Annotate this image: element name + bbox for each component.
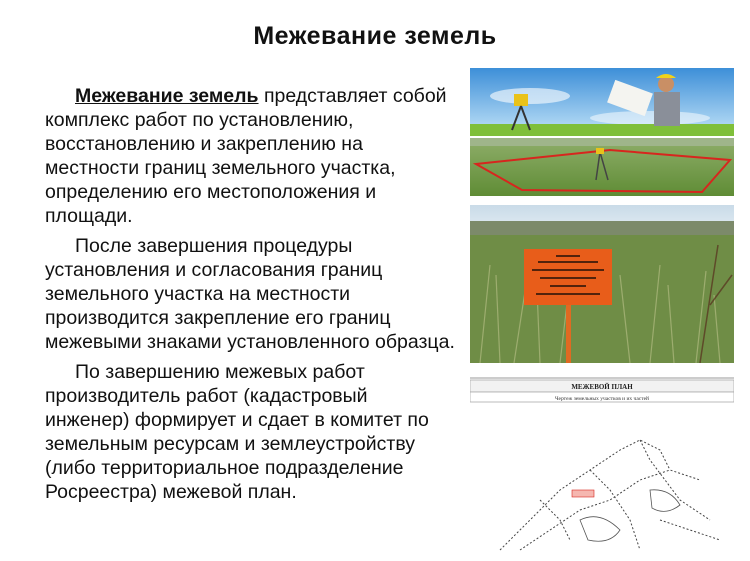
paragraph-plan: По завершению межевых работ производитель работ (кадастровый инженер) формирует и сдает в комитет по земельным ресурсам и землеустройству (либо территориальное подразделение Росреестра) межевой план. [45, 361, 429, 503]
slide-title: Межевание земель [253, 22, 497, 50]
paragraph-fixing: После завершения процедуры установления и согласования границ земельного участка на местности производится закрепление его границ межевыми знаками установленного образца. [45, 235, 455, 353]
paragraph-definition [45, 84, 455, 228]
body-text [45, 84, 455, 510]
paragraph-definition-text: представляет собой комплекс работ по установлению, восстановлению и закреплению на местности границ земельного участка, определению его местоположения и площади. [45, 85, 447, 227]
plan-subheading: Чертеж земельных участков и их частей [554, 396, 650, 402]
boundary-plan-drawing [470, 370, 734, 556]
term-highlight: Межевание земель [75, 85, 259, 107]
boundary-sign-photo [470, 205, 734, 363]
survey-photo [470, 68, 734, 196]
plan-heading: МЕЖЕВОЙ ПЛАН [571, 383, 633, 391]
